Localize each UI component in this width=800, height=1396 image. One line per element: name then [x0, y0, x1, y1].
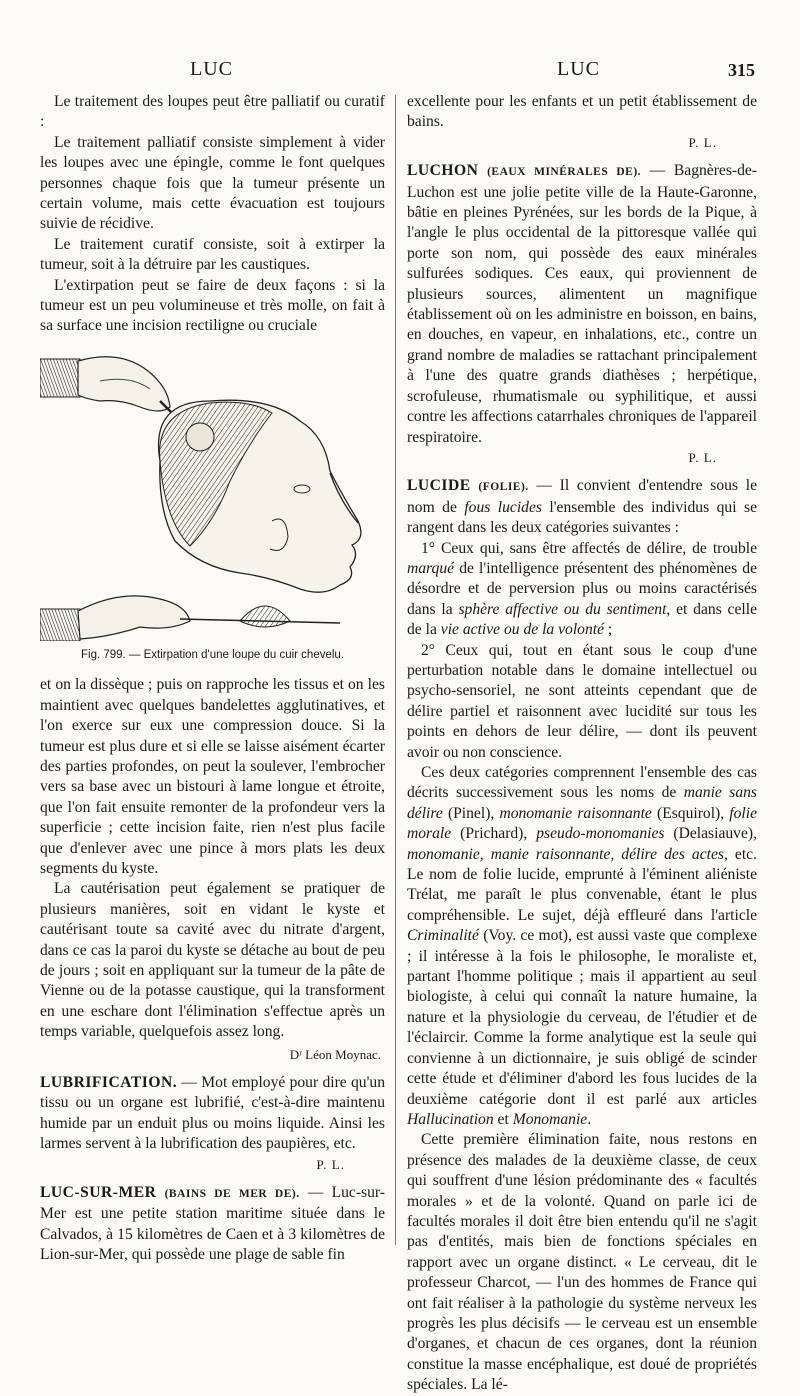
paragraph	[407, 763, 757, 1130]
headword: LUBRIFICATION.	[40, 1074, 178, 1091]
italic-term: marqué	[407, 559, 455, 577]
text-run: (Esquirol),	[651, 804, 730, 822]
italic-term: pseudo-monomanies	[536, 825, 665, 843]
text-run: (Voy. ce mot), est aussi vaste que complexe ; il intéresse à la fois le philosophe, le moraliste et, partant l'homme politique ; mais il appartient au seul biologiste, à celui qui connaît la nature humaine, la nature et la physiologie du cerveau, de l'étudier et de l'éclaircir. Comme la forme analytique est la seule qui convienne à un dictionnaire, je suis obligé de scinder cette étude et d'éliminer d'abord les fous lucides de la deuxième catégorie dont il est parlé aux articles	[407, 927, 757, 1108]
text-run: l'ensemble des individus qui se rangent dans les deux catégories suivantes :	[407, 498, 757, 537]
entry-luchon	[407, 161, 757, 448]
author-signature: Dʳ Léon Moynac.	[289, 1046, 381, 1062]
entry-text: — Mot employé pour dire qu'un tissu ou un organe est lubrifié, c'est-à-dire maintenu humide par un enduit plus ou moins liquide. Ainsi les larmes servent à la lubrification des paupières, etc.	[40, 1074, 385, 1153]
text-run: de l'intelligence présentent des phénomènes de désordre et de perversion plus ou moins caractérisés dans la	[407, 559, 757, 618]
list-item	[407, 539, 757, 641]
headword: LUCHON	[407, 162, 479, 180]
list-item: 2° Ceux qui, tout en étant sous le coup d'une perturbation notable dans le domaine intellectuel ou psycho-sensoriel, ne sont atteints cependant que de délire partiel et raisonnent avec lucidité sur tous les points en dehors de leur délire, — dont ils peuvent avoir ou non conscience.	[407, 641, 757, 761]
italic-term: fous lucides	[464, 498, 542, 516]
entry-text: — Bagnères-de-Luchon est une jolie petite ville de la Haute-Garonne, bâtie en pleines Pyrénées, sur les bords de la Pique, à l'angle le plus occidental de la pittoresque vallée qui porte son nom, qui possède des eaux minérales sulfurées sodiques. Ces eaux, qui proviennent de plusieurs sources, alimentent un magnifique établissement où on les administre en boisson, en bains, en douches, en vapeur, en inhalations, etc., contre un grand nombre de maladies se rattachant principalement à l'une des quatre grands diathèses ; herpétique, scrofuleuse, rhumatismale ou syphilitique, et aussi contre les affections catarrhales chroniques de l'appareil respiratoire.	[407, 162, 757, 446]
entry-signature: P. L.	[688, 134, 717, 150]
page-number: 315	[728, 60, 755, 80]
text-run: (Prichard),	[451, 825, 537, 843]
paragraph: La cautérisation peut également se pratiquer de plusieurs manières, soit en vidant le kyste et cautérisant toute sa cavité avec du nitrate d'argent, dans ce cas la paroi du kyste se détache au bout de peu de jours ; soit en appliquant sur la tumeur de la pâte de Vienne ou de la potasse caustique, qui la transforment en une eschare dont l'élimination s'effectue après un temps variable, quelquefois assez long.	[40, 880, 385, 1041]
entry-signature: P. L.	[316, 1156, 345, 1172]
page-header	[0, 58, 800, 88]
italic-term: monomanie raisonnante	[499, 804, 652, 822]
headword: LUC-SUR-MER	[40, 1184, 157, 1202]
hand-holding-forceps	[40, 596, 340, 641]
italic-term: Criminalité	[407, 927, 479, 945]
italic-term: sphère affective ou du sentiment	[458, 600, 667, 618]
italic-term: Hallucination	[407, 1110, 494, 1128]
paragraph: Le traitement des loupes peut être palliatif ou curatif :	[40, 93, 385, 131]
italic-term: folie morale	[407, 804, 757, 843]
paragraph: Le traitement curatif consiste, soit à extirper la tumeur, soit à la détruire par les caustiques.	[40, 235, 385, 274]
paragraph: excellente pour les enfants et un petit établissement de bains.	[407, 93, 757, 131]
text-run: (Pinel),	[442, 804, 500, 822]
entry-lubrification	[40, 1073, 385, 1155]
text-run: — Il convient d'entendre sous le nom de	[407, 477, 757, 516]
paragraph: et on la dissèque ; puis on rapproche les tissus et on les maintient avec quelques bandelettes agglutinatives, et l'on exerce sur eux une compression douce. Si la tumeur est plus dure et si elle se laisse aisément écarter des parties profondes, on peut la soulever, l'embrocher vers sa base avec un bistouri à lame longue et étroite, que l'on fait ensuite remonter de la profondeur vers la superficie ; cette incision faite, rien n'est plus facile que d'enlever avec une pince à mors plats les deux segments du kyste.	[40, 676, 385, 877]
text-run: ;	[604, 621, 613, 639]
text-run: .	[587, 1110, 592, 1128]
italic-term: monomanie, manie raisonnante, délire des actes	[407, 845, 724, 863]
left-column	[40, 92, 385, 1266]
text-run: , etc. Le nom de folie lucide, emprunté à l'éminent aliéniste Trélat, me paraît le plus convenable, étant le plus compréhensible. Le sujet, déjà effleuré dans l'article	[407, 845, 757, 924]
surgical-illustration	[40, 341, 385, 641]
headword: LUCIDE	[407, 477, 471, 495]
entry-signature: P. L.	[688, 449, 717, 465]
patient-head	[159, 400, 361, 592]
italic-term: Monomanie	[512, 1110, 588, 1128]
paragraph: Le traitement palliatif consiste simplement à vider les loupes avec une épingle, comme le font quelques personnes chaque fois que la tumeur présente un certain volume, mais cette évacuation est toujours suivie de récidive.	[40, 133, 385, 233]
paragraph: Cette première élimination faite, nous restons en présence des malades de la deuxième classe, de ceux qui souffrent d'une lésion prédominante des « facultés morales » et de la volonté. Quand on parle ici de facultés morales il doit être bien entendu qu'il ne s'agit pas d'entités, mais bien de fonctions spéciales en rapport avec un organe distinct. « Le cerveau, dit le professeur Charcot, — l'un des hommes de France qui ont fait réaliser à la pathologie du système nerveux les progrès les plus décisifs — le cerveau est un ensemble d'organes, et chacun de ces organes, dont la réunion constitue la masse encéphalique, est doué de propriétés spéciales. La lé-	[407, 1131, 757, 1394]
right-column	[407, 92, 757, 1396]
text-run: 1° Ceux qui, sans être affectés de délire, de trouble	[421, 539, 757, 557]
text-run: (Delasiauve),	[664, 825, 757, 843]
italic-term: manie sans délire	[407, 784, 757, 822]
text-run: et	[493, 1110, 513, 1128]
running-head-left: LUC	[190, 58, 233, 80]
italic-term: vie active ou de la volonté	[440, 621, 605, 639]
figure-caption: Fig. 799. — Extirpation d'une loupe du cuir chevelu.	[80, 648, 345, 661]
text-run: Ces deux catégories comprennent l'ensemble des cas décrits successivement sous les noms de	[407, 764, 757, 802]
running-head-right: LUC	[557, 58, 600, 80]
entry-lucide	[407, 476, 757, 538]
paragraph: L'extirpation peut se faire de deux façons : si la tumeur est un peu volumineuse et très molle, on fait à sa surface une incision rectiligne ou cruciale	[40, 276, 385, 335]
column-rule	[395, 95, 396, 1245]
entry-text: — Luc-sur-Mer est une petite station maritime située dans le Calvados, à 15 kilomètres de Caen et à 3 kilomètres de Lion-sur-Mer, qui possède une plage de sable fin	[40, 1184, 385, 1264]
headword-qualifier: (BAINS DE MER DE).	[164, 1188, 300, 1201]
headword-qualifier: (EAUX MINÉRALES DE).	[487, 166, 642, 179]
text-run: , et dans celle de la	[407, 600, 757, 639]
entry-luc-sur-mer	[40, 1183, 385, 1266]
headword-qualifier: (FOLIE).	[478, 481, 529, 494]
